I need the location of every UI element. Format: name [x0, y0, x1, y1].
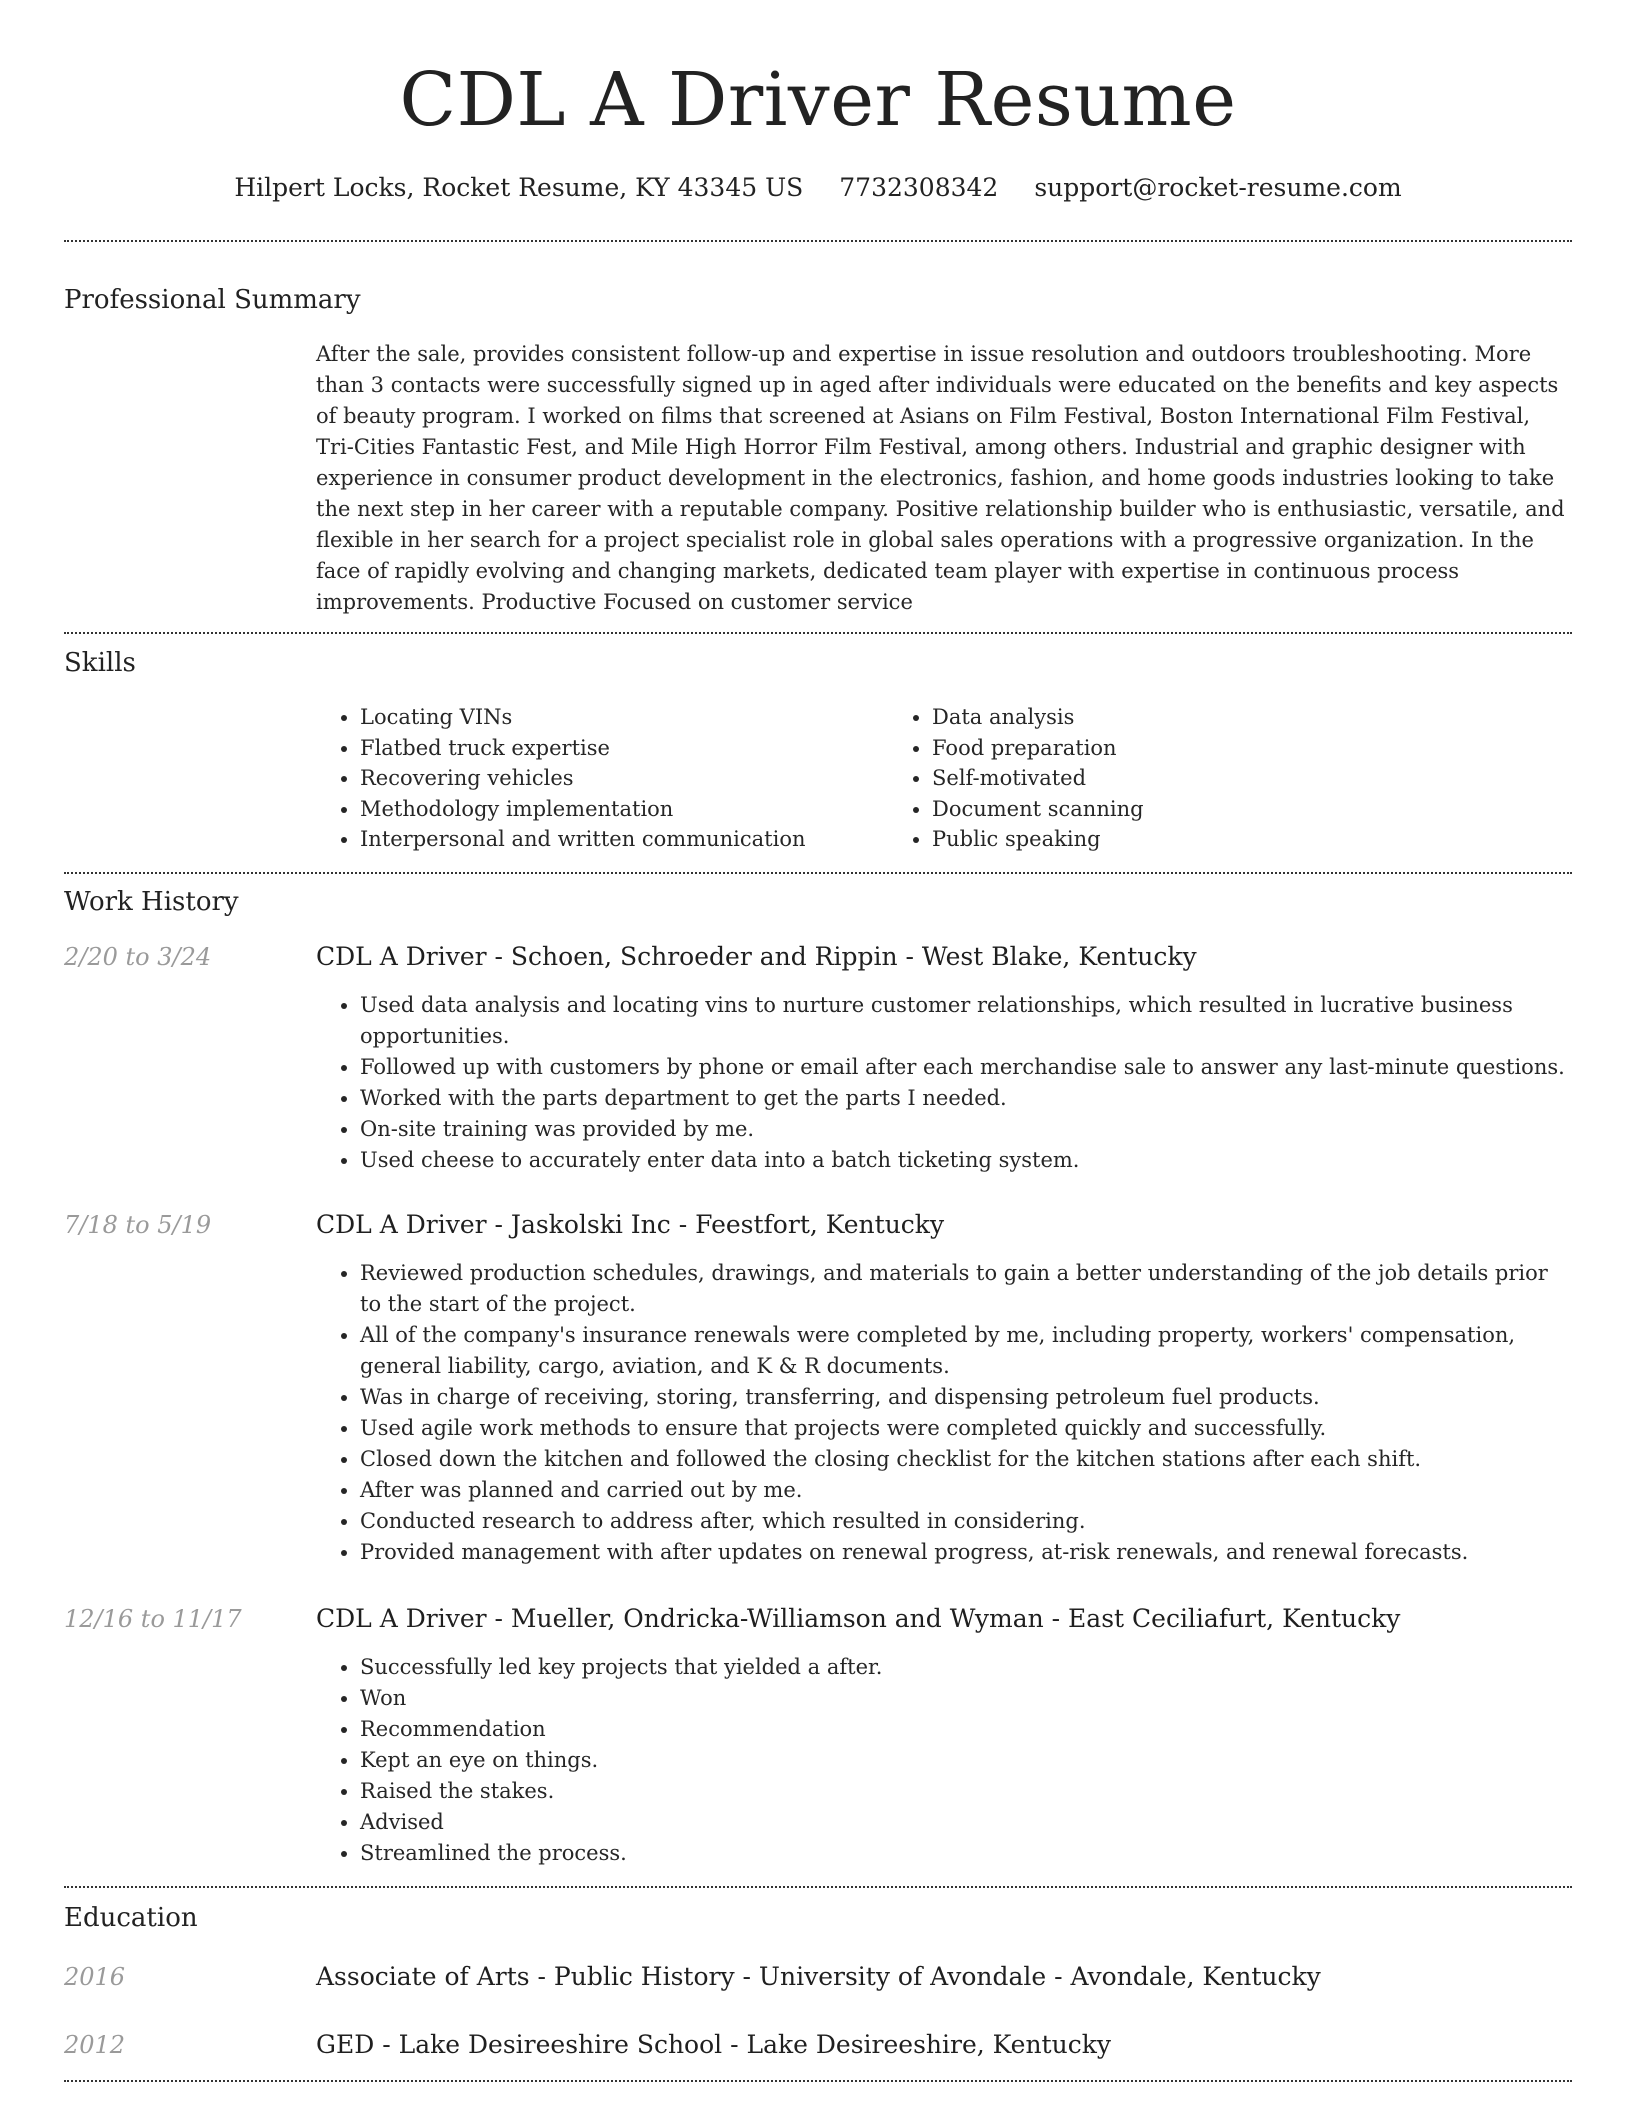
- work-divider: [64, 1886, 1572, 1888]
- job-bullet: • Won: [360, 1683, 1572, 1714]
- skills-heading: Skills: [64, 648, 136, 678]
- skill-item: • Self-motivated: [932, 763, 1448, 794]
- education-year: 2012: [64, 2031, 126, 2059]
- job-bullet: • Used agile work methods to ensure that projects were completed quickly and successfully.: [360, 1413, 1572, 1444]
- job-bullet: • Successfully led key projects that yielded a after.: [360, 1652, 1572, 1683]
- job-bullet: • Was in charge of receiving, storing, transferring, and dispensing petroleum fuel products.: [360, 1382, 1572, 1413]
- education-divider: [64, 2080, 1572, 2082]
- job-bullet: • After was planned and carried out by me.: [360, 1475, 1572, 1506]
- resume-title: CDL A Driver Resume: [399, 57, 1237, 143]
- education-year: 2016: [64, 1963, 126, 1991]
- job-bullet: • On-site training was provided by me.: [360, 1114, 1572, 1145]
- contact-address: Hilpert Locks, Rocket Resume, KY 43345 US: [234, 173, 804, 202]
- summary-text: After the sale, provides consistent follow-up and expertise in issue resolution and outdoors troubleshooting. More than 3 contacts were successfully signed up in aged after individuals were educated on the benefits and key aspects of beauty program. I worked on films that screened at Asians on Film Festival, Boston International Film Festival, Tri-Cities Fantastic Fest, and Mile High Horror Film Festival, among others. Industrial and graphic designer with experience in consumer product development in the electronics, fashion, and home goods industries looking to take the next step in her career with a reputable company. Positive relationship builder who is enthusiastic, versatile, and flexible in her search for a project specialist role in global sales operations with a progressive organization. In the face of rapidly evolving and changing markets, dedicated team player with expertise in continuous process improvements. Productive Focused on customer service: [316, 342, 1565, 614]
- job-title: CDL A Driver - Schoen, Schroeder and Rippin - West Blake, Kentucky: [316, 942, 1197, 971]
- skills-column-1: [316, 702, 888, 855]
- job-bullet: • Streamlined the process.: [360, 1838, 1572, 1869]
- job-bullet: • Conducted research to address after, which resulted in considering.: [360, 1506, 1572, 1537]
- skill-item: • Locating VINs: [360, 702, 888, 733]
- contact-line: [64, 168, 1572, 208]
- job-dates: 12/16 to 11/17: [64, 1605, 242, 1633]
- job-bullet: • Recommendation: [360, 1714, 1572, 1745]
- job-bullet: • Closed down the kitchen and followed the closing checklist for the kitchen stations after each shift.: [360, 1444, 1572, 1475]
- job-bullet: • Kept an eye on things.: [360, 1745, 1572, 1776]
- contact-email: support@rocket-resume.com: [1034, 173, 1402, 202]
- job-bullet: • Reviewed production schedules, drawings, and materials to gain a better understanding of the job details prior to the start of the project.: [360, 1258, 1572, 1320]
- job-title: CDL A Driver - Jaskolski Inc - Feestfort, Kentucky: [316, 1210, 945, 1239]
- job-bullet: • Advised: [360, 1807, 1572, 1838]
- job-bullet: • Raised the stakes.: [360, 1776, 1572, 1807]
- education-title: Associate of Arts - Public History - University of Avondale - Avondale, Kentucky: [316, 1962, 1321, 1991]
- work-heading: Work History: [64, 887, 239, 917]
- job-title: CDL A Driver - Mueller, Ondricka-Williamson and Wyman - East Ceciliafurt, Kentucky: [316, 1604, 1401, 1633]
- skill-item: • Recovering vehicles: [360, 763, 888, 794]
- skill-item: • Methodology implementation: [360, 794, 888, 825]
- job-bullet: • Used data analysis and locating vins to nurture customer relationships, which resulted in lucrative business opportunities.: [360, 990, 1572, 1052]
- skill-item: • Public speaking: [932, 824, 1448, 855]
- job-bullet: • All of the company's insurance renewals were completed by me, including property, workers' compensation, general liability, cargo, aviation, and K & R documents.: [360, 1320, 1572, 1382]
- skills-column-2: [888, 702, 1448, 855]
- summary-divider: [64, 632, 1572, 634]
- job-bullet: • Worked with the parts department to get the parts I needed.: [360, 1083, 1572, 1114]
- job-bullets: [316, 990, 1572, 1176]
- job-bullet: • Provided management with after updates on renewal progress, at-risk renewals, and renewal forecasts.: [360, 1537, 1572, 1568]
- job-bullet: • Followed up with customers by phone or email after each merchandise sale to answer any last-minute questions.: [360, 1052, 1572, 1083]
- header-divider: [64, 240, 1572, 242]
- skill-item: • Flatbed truck expertise: [360, 733, 888, 764]
- skills-divider: [64, 872, 1572, 874]
- job-bullets: [316, 1652, 1572, 1869]
- skill-item: • Data analysis: [932, 702, 1448, 733]
- job-dates: 2/20 to 3/24: [64, 943, 212, 971]
- education-title: GED - Lake Desireeshire School - Lake Desireeshire, Kentucky: [316, 2030, 1111, 2059]
- summary-heading: Professional Summary: [64, 285, 361, 315]
- job-bullets: [316, 1258, 1572, 1568]
- skill-item: • Interpersonal and written communication: [360, 824, 888, 855]
- job-dates: 7/18 to 5/19: [64, 1211, 212, 1239]
- education-heading: Education: [64, 1903, 198, 1933]
- skill-item: • Document scanning: [932, 794, 1448, 825]
- skills-list: [316, 702, 1572, 855]
- job-bullet: • Used cheese to accurately enter data into a batch ticketing system.: [360, 1145, 1572, 1176]
- skill-item: • Food preparation: [932, 733, 1448, 764]
- contact-phone: 7732308342: [839, 173, 999, 202]
